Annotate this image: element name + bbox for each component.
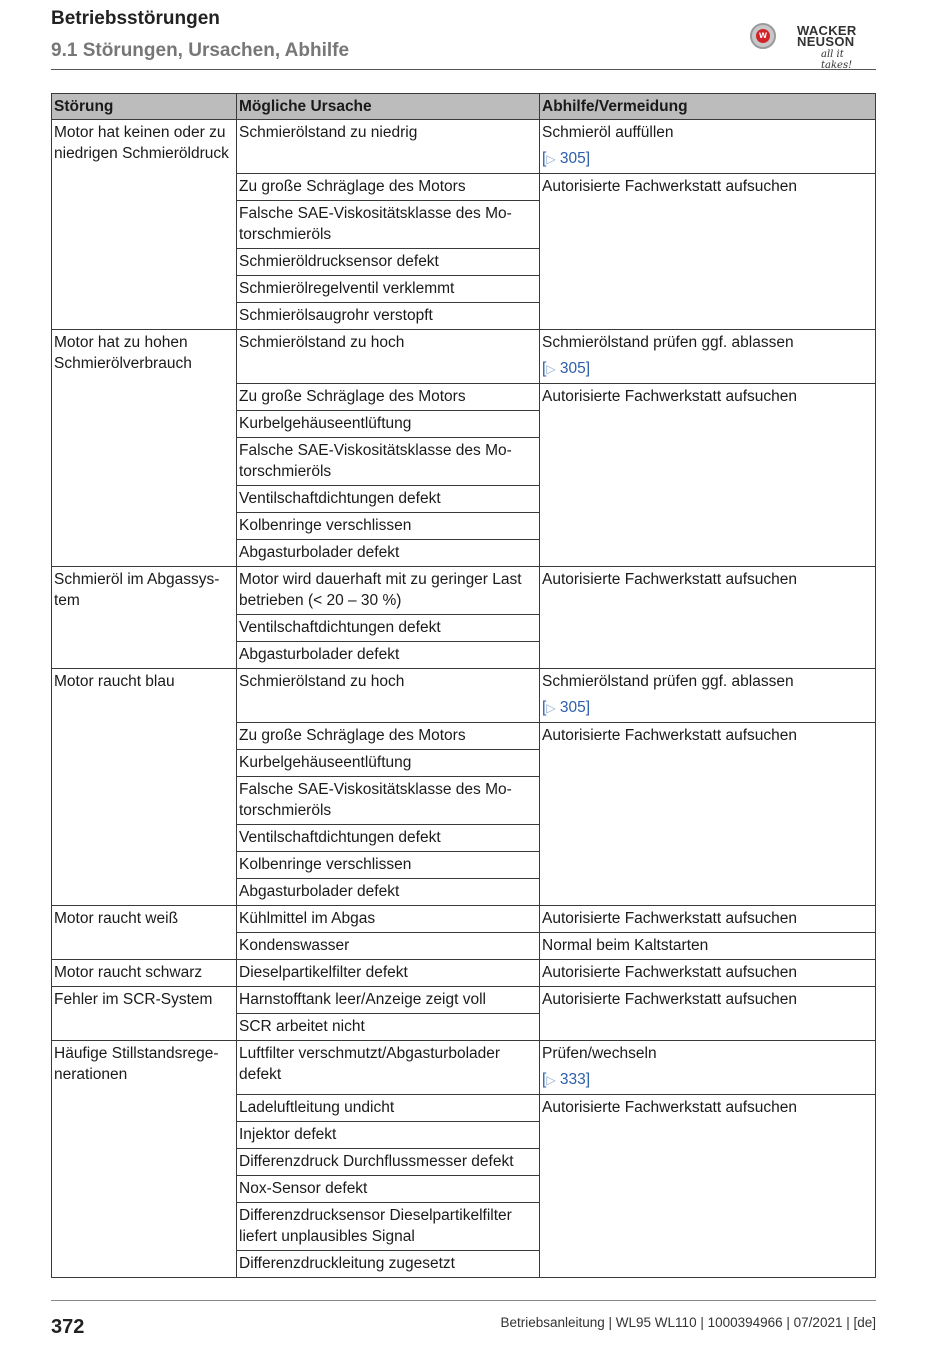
logo-text-line2: NEUSON bbox=[797, 34, 855, 49]
cause-cell: Abgasturbolader defekt bbox=[237, 879, 540, 906]
remedy-cell bbox=[540, 987, 876, 1041]
logo-slogan: all it takes! bbox=[821, 49, 853, 71]
remedy-text: Autorisierte Fachwerkstatt aufsuchen bbox=[542, 991, 798, 1008]
page-number: 372 bbox=[51, 1316, 85, 1338]
cause-cell: Differenzdrucksensor Dieselpartikelfilter liefert unplausibles Signal bbox=[237, 1203, 540, 1251]
table-row bbox=[52, 567, 876, 615]
cause-cell: SCR arbeitet nicht bbox=[237, 1014, 540, 1041]
remedy-text: Normal beim Kaltstarten bbox=[542, 937, 709, 954]
page-reference-link[interactable]: [▷ 333] bbox=[542, 1071, 591, 1088]
cause-cell: Dieselpartikelfilter defekt bbox=[237, 960, 540, 987]
cause-cell: Differenzdruck Durchflussmesser defekt bbox=[237, 1149, 540, 1176]
cause-cell: Ventilschaftdichtungen defekt bbox=[237, 486, 540, 513]
remedy-text: Schmieröl auffüllen bbox=[542, 124, 674, 141]
cause-cell: Kolbenringe verschlissen bbox=[237, 852, 540, 879]
header-divider bbox=[51, 69, 876, 70]
remedy-cell bbox=[540, 723, 876, 906]
remedy-cell bbox=[540, 906, 876, 933]
cause-cell: Falsche SAE-Viskositätsklasse des Motorschmieröls bbox=[237, 777, 540, 825]
reference-arrow-icon: ▷ bbox=[546, 152, 556, 166]
fault-table bbox=[51, 93, 876, 1278]
page-title: Betriebsstörungen bbox=[51, 8, 220, 29]
cause-cell: Kühlmittel im Abgas bbox=[237, 906, 540, 933]
brand-logo bbox=[748, 20, 878, 71]
cause-cell: Zu große Schräglage des Motors bbox=[237, 174, 540, 201]
cause-cell: Differenzdruckleitung zugesetzt bbox=[237, 1251, 540, 1278]
column-header-fault: Störung bbox=[52, 94, 237, 120]
cause-cell: Ladeluftleitung undicht bbox=[237, 1095, 540, 1122]
column-header-remedy: Abhilfe/Vermeidung bbox=[540, 94, 876, 120]
footer-divider bbox=[51, 1300, 876, 1301]
table-row bbox=[52, 906, 876, 933]
cause-cell: Schmierölstand zu hoch bbox=[237, 330, 540, 384]
cause-cell: Luftfilter verschmutzt/Abgasturbolader defekt bbox=[237, 1041, 540, 1095]
cause-cell: Schmieröldrucksensor defekt bbox=[237, 249, 540, 276]
page-reference-text: 305] bbox=[555, 699, 591, 716]
remedy-text: Autorisierte Fachwerkstatt aufsuchen bbox=[542, 388, 798, 405]
cause-cell: Nox-Sensor defekt bbox=[237, 1176, 540, 1203]
column-header-cause: Mögliche Ursache bbox=[237, 94, 540, 120]
remedy-cell bbox=[540, 669, 876, 723]
remedy-cell bbox=[540, 384, 876, 567]
cause-cell: Schmierölregelventil verklemmt bbox=[237, 276, 540, 303]
cause-cell: Falsche SAE-Viskositätsklasse des Motorschmieröls bbox=[237, 201, 540, 249]
logo-emblem-icon bbox=[750, 23, 776, 49]
remedy-text: Prüfen/wechseln bbox=[542, 1045, 657, 1062]
cause-cell: Falsche SAE-Viskositätsklasse des Motorschmieröls bbox=[237, 438, 540, 486]
cause-cell: Abgasturbolader defekt bbox=[237, 540, 540, 567]
table-row bbox=[52, 120, 876, 174]
cause-cell: Schmierölstand zu niedrig bbox=[237, 120, 540, 174]
fault-cell: Schmieröl im Abgassystem bbox=[52, 567, 237, 669]
cause-cell: Abgasturbolader defekt bbox=[237, 642, 540, 669]
table-header-row bbox=[52, 94, 876, 120]
cause-cell: Kolbenringe verschlissen bbox=[237, 513, 540, 540]
cause-cell: Ventilschaftdichtungen defekt bbox=[237, 615, 540, 642]
fault-cell: Motor raucht schwarz bbox=[52, 960, 237, 987]
table-row bbox=[52, 960, 876, 987]
remedy-text: Autorisierte Fachwerkstatt aufsuchen bbox=[542, 727, 798, 744]
remedy-cell bbox=[540, 960, 876, 987]
table-body bbox=[52, 120, 876, 1278]
page-reference-link[interactable]: [▷ 305] bbox=[542, 360, 591, 377]
remedy-text: Autorisierte Fachwerkstatt aufsuchen bbox=[542, 1099, 798, 1116]
page-reference-text: 305] bbox=[555, 150, 591, 167]
section-title: 9.1 Störungen, Ursachen, Abhilfe bbox=[51, 40, 350, 61]
page-reference-link[interactable]: [▷ 305] bbox=[542, 150, 591, 167]
footer-doc-info: Betriebsanleitung | WL95 WL110 | 1000394966 | 07/2021 | [de] bbox=[500, 1315, 876, 1330]
page-reference-text: 305] bbox=[555, 360, 591, 377]
cause-cell: Kurbelgehäuseentlüftung bbox=[237, 750, 540, 777]
remedy-text: Autorisierte Fachwerkstatt aufsuchen bbox=[542, 178, 798, 195]
fault-cell: Motor hat zu hohen Schmierölverbrauch bbox=[52, 330, 237, 567]
logo-emblem-mark: w bbox=[756, 29, 770, 43]
remedy-text: Autorisierte Fachwerkstatt aufsuchen bbox=[542, 571, 798, 588]
remedy-text: Autorisierte Fachwerkstatt aufsuchen bbox=[542, 964, 798, 981]
cause-cell: Harnstofftank leer/Anzeige zeigt voll bbox=[237, 987, 540, 1014]
cause-cell: Kondenswasser bbox=[237, 933, 540, 960]
table-row bbox=[52, 669, 876, 723]
remedy-cell bbox=[540, 174, 876, 330]
cause-cell: Injektor defekt bbox=[237, 1122, 540, 1149]
cause-cell: Schmierölsaugrohr verstopft bbox=[237, 303, 540, 330]
cause-cell: Motor wird dauerhaft mit zu geringer Last betrieben (< 20 – 30 %) bbox=[237, 567, 540, 615]
reference-arrow-icon: ▷ bbox=[546, 362, 556, 376]
fault-cell: Motor raucht blau bbox=[52, 669, 237, 906]
remedy-cell bbox=[540, 1041, 876, 1095]
cause-cell: Ventilschaftdichtungen defekt bbox=[237, 825, 540, 852]
remedy-cell bbox=[540, 1095, 876, 1278]
remedy-cell bbox=[540, 330, 876, 384]
cause-cell: Zu große Schräglage des Motors bbox=[237, 723, 540, 750]
cause-cell: Schmierölstand zu hoch bbox=[237, 669, 540, 723]
cause-cell: Kurbelgehäuseentlüftung bbox=[237, 411, 540, 438]
table-row bbox=[52, 330, 876, 384]
fault-cell: Motor raucht weiß bbox=[52, 906, 237, 960]
table-row bbox=[52, 987, 876, 1014]
remedy-cell bbox=[540, 120, 876, 174]
fault-cell: Motor hat keinen oder zu niedrigen Schmieröldruck bbox=[52, 120, 237, 330]
logo-text-line1: WACKER bbox=[797, 23, 857, 38]
table-row bbox=[52, 1041, 876, 1095]
remedy-cell bbox=[540, 567, 876, 669]
remedy-cell bbox=[540, 933, 876, 960]
reference-arrow-icon: ▷ bbox=[546, 701, 556, 715]
reference-arrow-icon: ▷ bbox=[546, 1073, 556, 1087]
page-reference-link[interactable]: [▷ 305] bbox=[542, 699, 591, 716]
remedy-text: Schmierölstand prüfen ggf. ablassen bbox=[542, 334, 794, 351]
fault-cell: Häufige Stillstandsregenerationen bbox=[52, 1041, 237, 1278]
cause-cell: Zu große Schräglage des Motors bbox=[237, 384, 540, 411]
page-reference-text: 333] bbox=[555, 1071, 591, 1088]
remedy-text: Autorisierte Fachwerkstatt aufsuchen bbox=[542, 910, 798, 927]
fault-cell: Fehler im SCR-System bbox=[52, 987, 237, 1041]
remedy-text: Schmierölstand prüfen ggf. ablassen bbox=[542, 673, 794, 690]
